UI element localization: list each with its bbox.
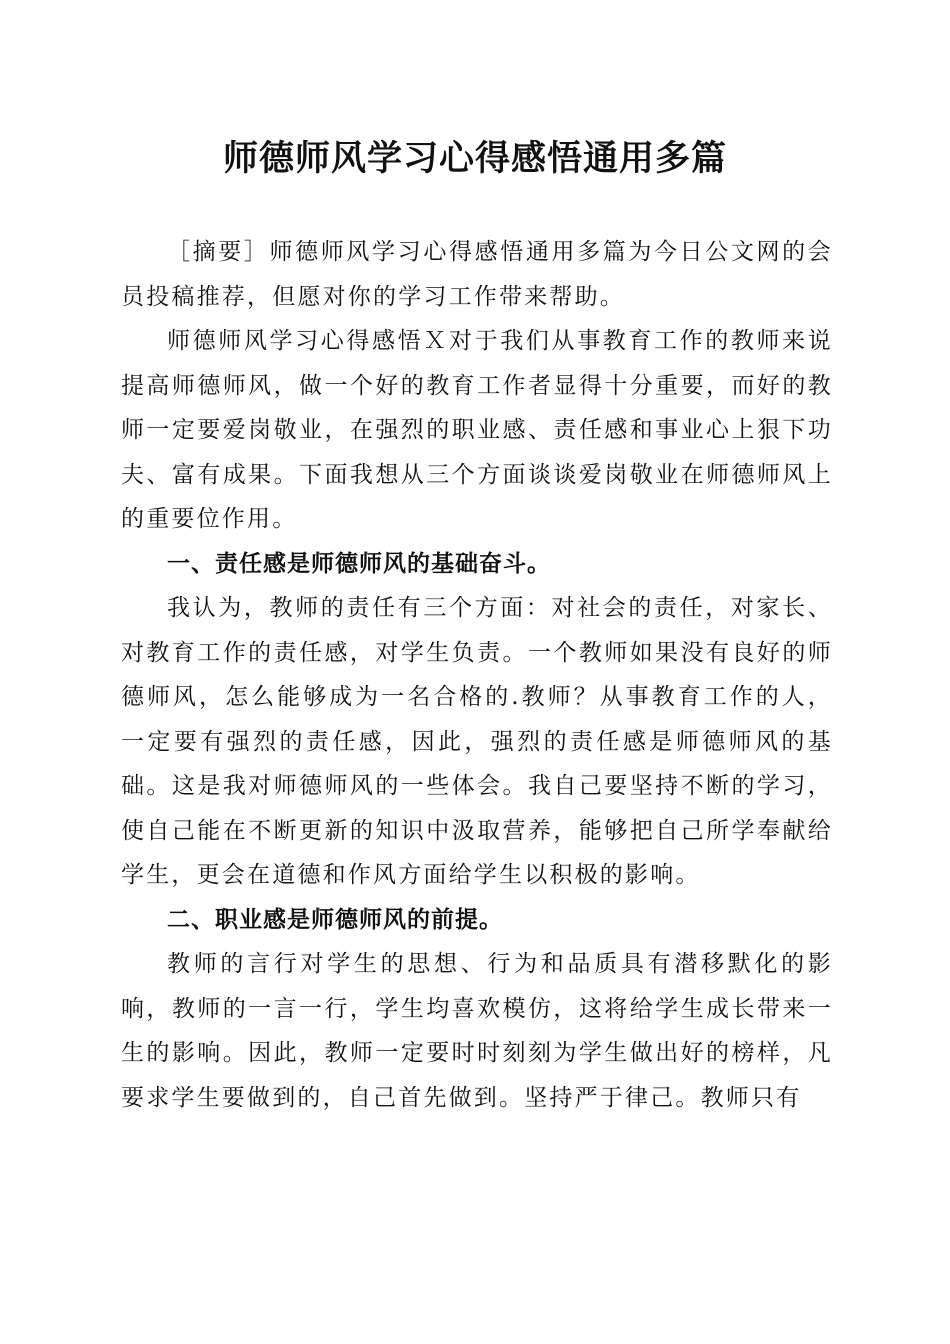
section-1-paragraph: 我认为，教师的责任有三个方面：对社会的责任，对家长、对教育工作的责任感，对学生负责。一个教师如果没有良好的师德师风，怎么能够成为一名合格的.教师？从事教育工作的人，一定要有强烈的责任感，因此，强烈的责任感是师德师风的基础。这是我对师德师风的一些体会。我自己要坚持不断的学习，使自己能在不断更新的知识中汲取营养，能够把自己所学奉献给学生，更会在道德和作风方面给学生以积极的影响。 [121,595,833,888]
document-body [121,230,833,1120]
section-heading-2: 二、职业感是师德师风的前提。 [167,906,503,933]
section-heading-1: 一、责任感是师德师风的基础奋斗。 [167,550,551,577]
section-2-paragraph: 教师的言行对学生的思想、行为和品质具有潜移默化的影响，教师的一言一行，学生均喜欢模仿，这将给学生成长带来一生的影响。因此，教师一定要时时刻刻为学生做出好的榜样，凡要求学生要做到的，自己首先做到。坚持严于律己。教师只有 [121,951,833,1111]
abstract-paragraph: ［摘要］师德师风学习心得感悟通用多篇为今日公文网的会员投稿推荐，但愿对你的学习工作带来帮助。 [121,239,833,310]
intro-paragraph: 师德师风学习心得感悟Ｘ对于我们从事教育工作的教师来说提高师德师风，做一个好的教育工作者显得十分重要，而好的教师一定要爱岗敬业，在强烈的职业感、责任感和事业心上狠下功夫、富有成果。下面我想从三个方面谈谈爱岗敬业在师德师风上的重要位作用。 [121,328,833,532]
document-title: 师德师风学习心得感悟通用多篇 [222,138,727,179]
